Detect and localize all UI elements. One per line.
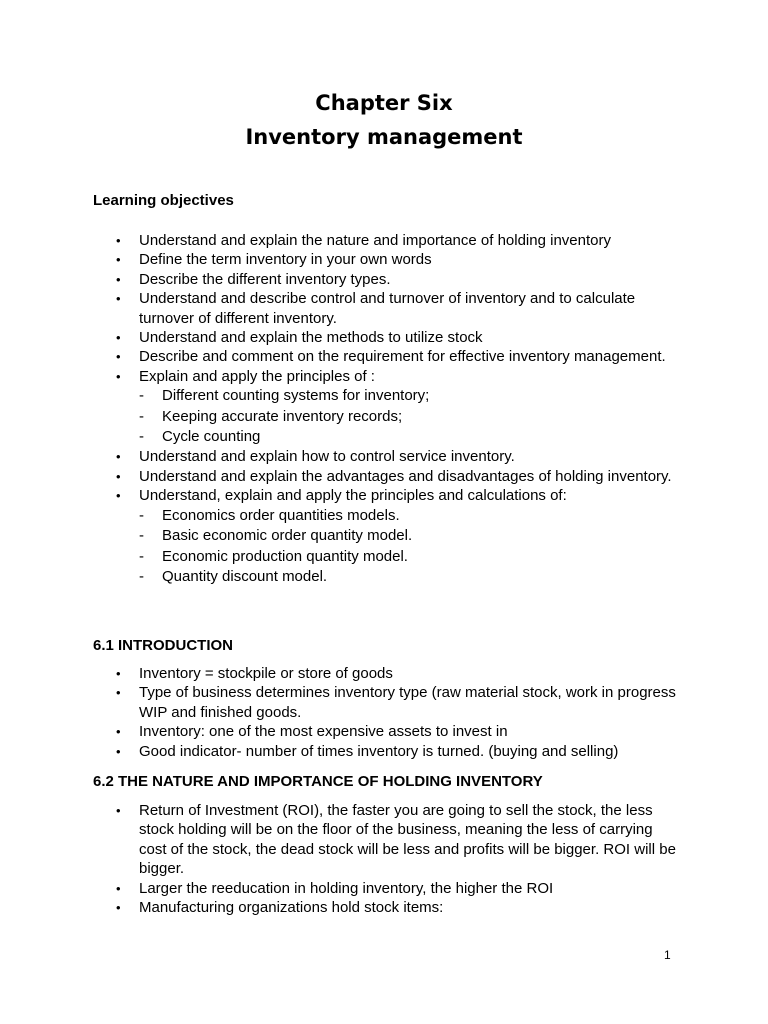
learning-objectives-heading: Learning objectives — [93, 192, 234, 209]
sub-list — [139, 506, 678, 588]
dash-marker: - — [139, 387, 144, 405]
list-item-text: Understand, explain and apply the principles and calculations of: — [139, 487, 567, 505]
bullet-icon: • — [116, 368, 121, 384]
bullet-icon: • — [116, 233, 121, 248]
list-item — [0, 722, 768, 741]
sub-list-item — [139, 506, 678, 526]
sub-list-item — [139, 427, 678, 447]
list-item-text: Manufacturing organizations hold stock items: — [139, 899, 444, 917]
list-item — [0, 347, 768, 366]
list-item — [0, 367, 768, 448]
list-item-text: Describe and comment on the requirement for effective inventory management. — [139, 348, 666, 366]
sub-list-item-text: Different counting systems for inventory; — [162, 387, 430, 405]
list-item — [0, 328, 768, 347]
dash-marker: - — [139, 567, 144, 585]
sub-list-item-text: Economic production quantity model. — [162, 547, 408, 565]
list-item — [0, 486, 768, 587]
list-item-text: Describe the different inventory types. — [139, 270, 391, 288]
list-item-text: Understand and explain the advantages and disadvantages of holding inventory. — [139, 467, 672, 485]
bullet-icon: • — [116, 330, 121, 346]
list-item-text: Explain and apply the principles of : — [139, 367, 375, 385]
dash-marker: - — [139, 506, 144, 524]
bullet-icon: • — [116, 743, 121, 759]
list-item-text: Understand and describe control and turnover of inventory and to calculate turnover of different inventory. — [139, 290, 636, 327]
section-6-2-heading: 6.2 THE NATURE AND IMPORTANCE OF HOLDING INVENTORY — [93, 773, 543, 790]
bullet-icon: • — [116, 666, 121, 681]
chapter-subtitle: Inventory management — [245, 125, 523, 149]
section-6-1-heading: 6.1 INTRODUCTION — [93, 637, 234, 654]
section-6-1-list — [0, 664, 768, 761]
sub-list — [139, 386, 678, 447]
bullet-icon: • — [116, 349, 121, 365]
dash-marker: - — [139, 527, 144, 545]
bullet-icon: • — [116, 900, 121, 916]
bullet-icon: • — [116, 724, 121, 740]
list-item-text: Inventory: one of the most expensive assets to invest in — [139, 723, 508, 741]
chapter-title: Chapter Six — [315, 91, 453, 115]
dash-marker: - — [139, 407, 144, 425]
sub-list-item-text: Economics order quantities models. — [162, 506, 400, 524]
bullet-icon: • — [116, 271, 121, 287]
section-6-2-list — [0, 801, 768, 917]
bullet-icon: • — [116, 468, 121, 484]
bullet-icon: • — [116, 449, 121, 465]
sub-list-item-text: Basic economic order quantity model. — [162, 527, 413, 545]
list-item-text: Larger the reeducation in holding inventory, the higher the ROI — [139, 879, 554, 897]
list-item-text: Return of Investment (ROI), the faster you are going to sell the stock, the less stock holding will be on the floor of the business, meaning the less of carrying cost of the stock, the dead stock will be less and profits will be bigger. ROI will be bigger. — [139, 802, 676, 878]
list-item-text: Good indicator- number of times inventory is turned. (buying and selling) — [139, 742, 619, 760]
list-item-text: Define the term inventory in your own words — [139, 251, 432, 269]
dash-marker: - — [139, 547, 144, 565]
sub-list-item-text: Quantity discount model. — [162, 567, 328, 585]
list-item — [0, 467, 768, 486]
list-item — [0, 231, 768, 250]
dash-marker: - — [139, 428, 144, 446]
bullet-icon: • — [116, 880, 121, 896]
list-item — [0, 898, 768, 917]
sub-list-item — [139, 386, 678, 406]
page-number: 1 — [664, 948, 671, 962]
list-item-text: Understand and explain how to control service inventory. — [139, 448, 515, 466]
list-item-text: Understand and explain the methods to utilize stock — [139, 329, 483, 347]
list-item — [0, 683, 768, 722]
list-item — [0, 250, 768, 269]
bullet-icon: • — [116, 685, 121, 701]
list-item — [0, 289, 768, 328]
list-item — [0, 801, 768, 879]
sub-list-item — [139, 547, 678, 567]
bullet-icon: • — [116, 803, 121, 818]
learning-objectives-list — [0, 231, 768, 587]
list-item — [0, 270, 768, 289]
list-item-text: Inventory = stockpile or store of goods — [139, 665, 393, 682]
sub-list-item-text: Keeping accurate inventory records; — [162, 407, 403, 425]
bullet-icon: • — [116, 488, 121, 504]
list-item-text: Type of business determines inventory type (raw material stock, work in progress WIP and finished goods. — [139, 684, 676, 721]
list-item-text: Understand and explain the nature and importance of holding inventory — [139, 232, 611, 249]
bullet-icon: • — [116, 291, 121, 307]
bullet-icon: • — [116, 252, 121, 268]
sub-list-item — [139, 567, 678, 587]
sub-list-item-text: Cycle counting — [162, 428, 261, 446]
sub-list-item — [139, 526, 678, 546]
list-item — [0, 664, 768, 683]
list-item — [0, 879, 768, 898]
sub-list-item — [139, 407, 678, 427]
list-item — [0, 447, 768, 466]
list-item — [0, 742, 768, 761]
